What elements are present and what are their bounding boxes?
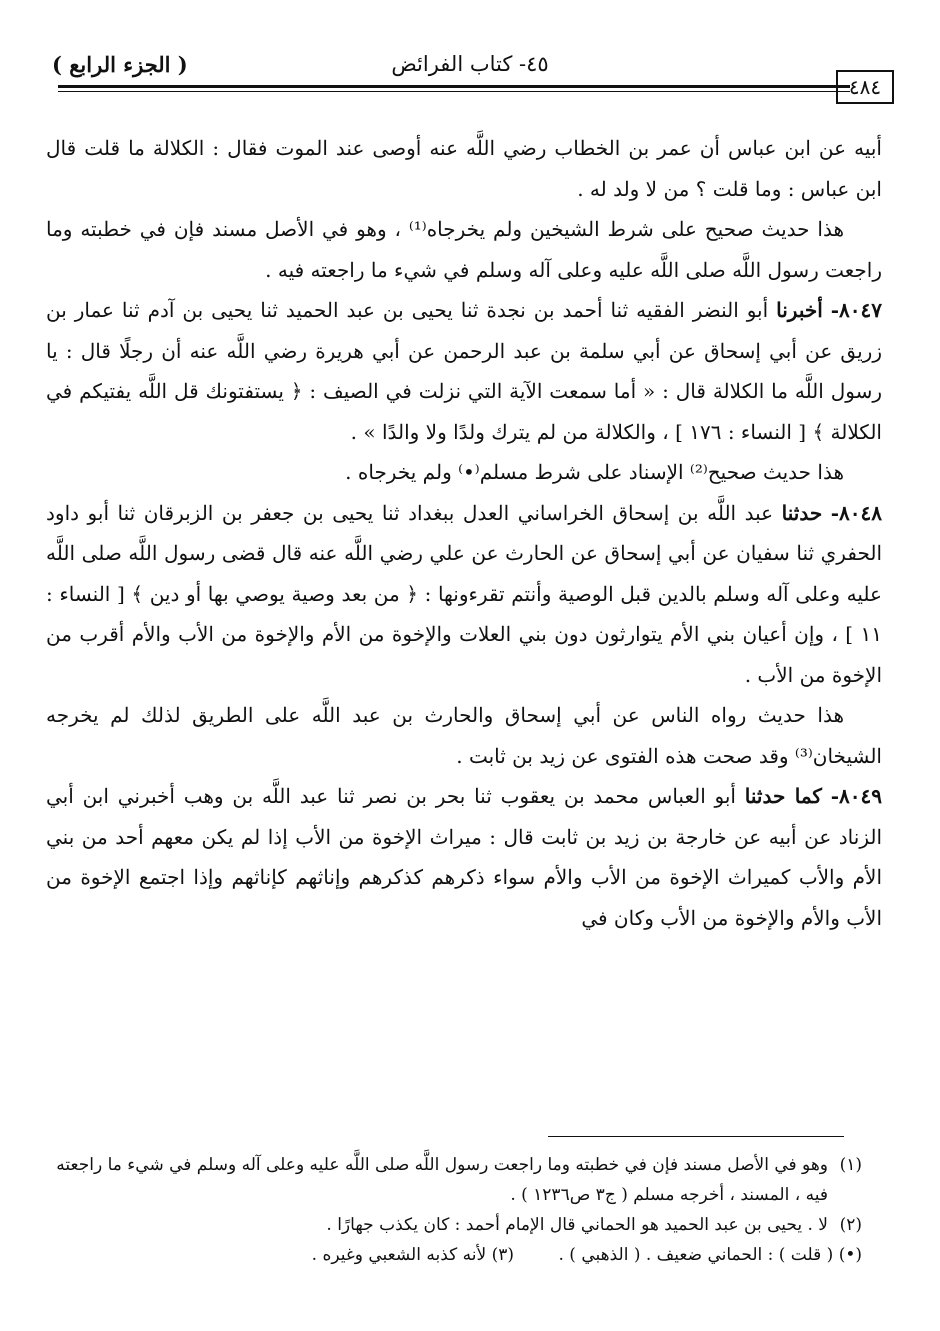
- hadith-number: ٨٠٤٨-: [830, 500, 883, 525]
- volume-label: ( الجزء الرابع ): [52, 52, 188, 77]
- hadith-keyword: كما حدثنا: [744, 784, 822, 808]
- header-rule: [58, 82, 850, 94]
- hadith-number: ٨٠٤٧-: [830, 298, 883, 322]
- footnote-row-3: [46, 1240, 862, 1270]
- chapter-title: ٤٥- كتاب الفرائض: [391, 52, 549, 76]
- paragraph: هذا حديث صحيح على شرط الشيخين ولم يخرجاه⁽¹⁾ ، وهو في الأصل مسند فإن في خطبته وما راجعت رسول اللَّه صلى اللَّه عليه وعلى آله وسلم في شيء ما راجعته فيه .: [46, 217, 882, 282]
- footnote-1: [46, 1150, 862, 1210]
- hadith-text: أبو العباس محمد بن يعقوب ثنا بحر بن نصر ثنا عبد اللَّه بن وهب أخبرني ابن أبي الزناد عن أبيه عن خارجة بن زيد بن ثابت قال : ميراث الإخوة من الأب إذا لم يكن معهم أحد من بني الأم والأب كميراث الإخوة من الأب والأم سواء ذكرهم كذكرهم وإناثهم كإناثهم وإذا اجتمع الإخوة من الأب والأم والإخوة من الأب وكان في: [46, 784, 883, 930]
- paragraph: هذا حديث رواه الناس عن أبي إسحاق والحارث بن عبد اللَّه على الطريق لذلك لم يخرجه الشيخان⁽³⁾ وقد صحت هذه الفتوى عن زيد بن ثابت .: [46, 703, 882, 768]
- footnote-text: لا . يحيى بن عبد الحميد هو الحماني قال الإمام أحمد : كان يكذب جهارًا .: [326, 1215, 828, 1235]
- footnote-dot: [559, 1240, 863, 1270]
- hadith-keyword: حدثنا: [781, 500, 823, 525]
- page-number: ٤٨٤: [836, 70, 894, 104]
- paragraph: أبيه عن ابن عباس أن عمر بن الخطاب رضي اللَّه عنه أوصى عند الموت فقال : الكلالة ما قلت قال ابن عباس : وما قلت ؟ من لا ولد له .: [46, 136, 882, 201]
- footnote-marker: (٢): [839, 1215, 862, 1235]
- paragraph: هذا حديث صحيح⁽²⁾ الإسناد على شرط مسلم⁽•⁾ ولم يخرجاه .: [345, 460, 844, 484]
- footnote-marker: (١): [839, 1155, 862, 1175]
- footnote-separator: [548, 1136, 844, 1137]
- page-header: [52, 52, 888, 86]
- footnote-marker: (٣): [491, 1245, 514, 1265]
- hadith-keyword: أخبرنا: [776, 298, 823, 322]
- footnote-2: [46, 1210, 862, 1240]
- hadith-number: ٨٠٤٩-: [830, 784, 883, 808]
- footnote-text: لأنه كذبه الشعبي وغيره .: [311, 1245, 487, 1265]
- hadith-8048: [46, 493, 882, 696]
- footnote-marker: (•): [838, 1245, 862, 1265]
- main-text: [46, 128, 882, 938]
- hadith-text: عبد اللَّه بن إسحاق الخراساني العدل ببغداد ثنا يحيى بن جعفر بن الزبرقان ثنا أبو داود الحفري ثنا سفيان عن أبي إسحاق عن الحارث عن علي رضي اللَّه عنه قال قضى رسول اللَّه صلى اللَّه عليه وعلى آله وسلم بالدين قبل الوصية وأنتم تقرءونها : ﴿ من بعد وصية يوصي بها أو دين ﴾ [ النساء : ١١ ] ، وإن أعيان بني الأم يتوارثون دون بني العلات والإخوة من الأم والإخوة من الأب والأم أقرب من الإخوة من الأب .: [46, 500, 883, 687]
- footnotes: [46, 1150, 862, 1270]
- footnote-text: ( قلت ) : الحماني ضعيف . ( الذهبي ) .: [558, 1245, 834, 1265]
- hadith-text: أبو النضر الفقيه ثنا أحمد بن نجدة ثنا يحيى بن عبد الحميد ثنا يحيى بن آدم ثنا عمار بن زريق عن أبي إسحاق عن أبي سلمة بن عبد الرحمن عن أبي هريرة رضي اللَّه عنه أن رجلًا قال : يا رسول اللَّه ما الكلالة قال : « أما سمعت الآية التي نزلت في الصيف : ﴿ يستفتونك قل اللَّه يفتيكم في الكلالة ﴾ [ النساء : ١٧٦ ] ، والكلالة من لم يترك ولدًا ولا والدًا » .: [46, 298, 882, 444]
- footnote-text: وهو في الأصل مسند فإن في خطبته وما راجعت رسول اللَّه صلى اللَّه عليه وعلى آله وسلم في شيء ما راجعته فيه ، المسند ، أخرجه مسلم ( ج٣ ص١٢٣٦ ) .: [56, 1155, 828, 1205]
- hadith-8047: [46, 290, 882, 452]
- hadith-8049: [46, 776, 882, 938]
- footnote-3: [312, 1240, 514, 1270]
